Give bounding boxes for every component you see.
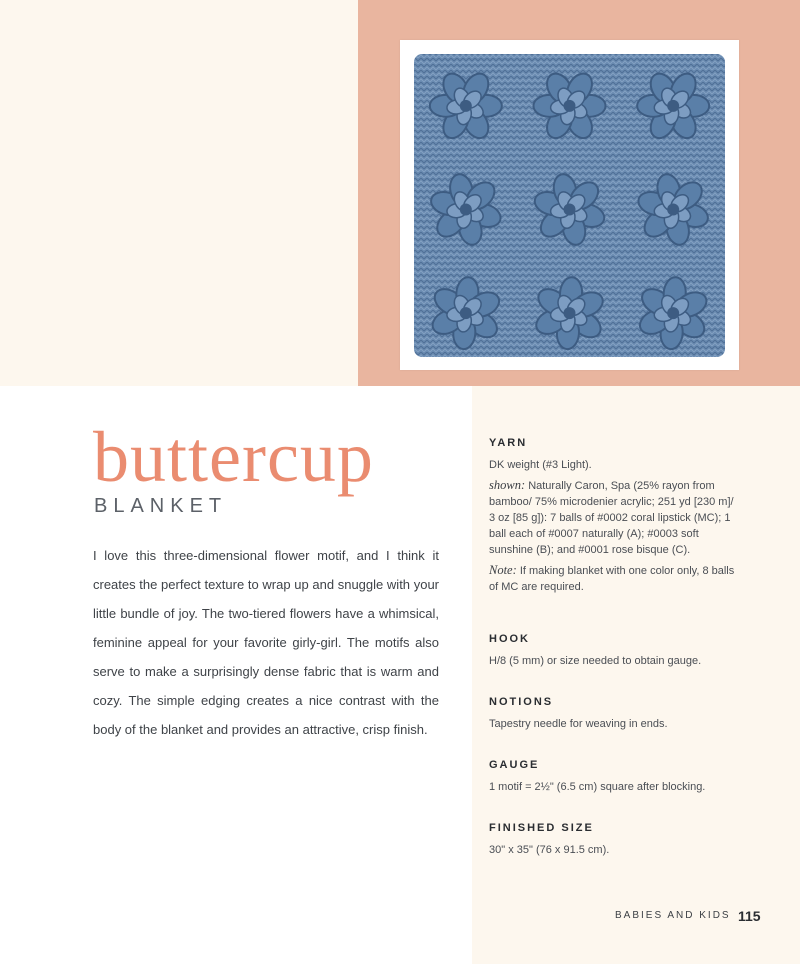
yarn-heading: YARN [489, 437, 528, 449]
pattern-subtitle: BLANKET [94, 495, 228, 517]
footer-section-label: BABIES AND KIDS [615, 910, 731, 921]
finished-size-text: 30" x 35" (76 x 91.5 cm). [489, 844, 610, 856]
top-left-panel [0, 0, 358, 386]
yarn-section [489, 437, 739, 599]
gauge-heading: GAUGE [489, 759, 540, 771]
finished-size-heading: FINISHED SIZE [489, 822, 594, 834]
hook-heading: HOOK [489, 633, 530, 645]
hook-section [489, 633, 739, 673]
crochet-swatch-image [400, 40, 739, 370]
page-number: 115 [738, 908, 761, 924]
shown-text: Naturally Caron, Spa (25% rayon from bamboo/ 75% microdenier acrylic; 251 yd [230 m]/ 3 oz [85 g]): 7 balls of #0002 coral lipstick (MC); 1 ball each of #0007 naturally (A); #0003 soft sunshine (B); and #0001 rose bisque (C). [489, 480, 734, 556]
gauge-text: 1 motif = 2½" (6.5 cm) square after blocking. [489, 781, 706, 793]
hook-text: H/8 (5 mm) or size needed to obtain gauge. [489, 655, 702, 667]
finished-size-section [489, 822, 739, 862]
yarn-note [489, 562, 739, 595]
yarn-shown [489, 477, 739, 558]
gauge-section [489, 759, 739, 799]
notions-text: Tapestry needle for weaving in ends. [489, 718, 668, 730]
shown-label: shown: [489, 478, 526, 492]
note-label: Note: [489, 563, 517, 577]
yarn-weight: DK weight (#3 Light). [489, 459, 592, 471]
note-text: If making blanket with one color only, 8 balls of MC are required. [489, 565, 735, 593]
pattern-title: buttercup [93, 417, 374, 497]
blanket-photo [400, 40, 739, 370]
notions-section [489, 696, 739, 736]
notions-heading: NOTIONS [489, 696, 554, 708]
intro-paragraph: I love this three-dimensional flower motif, and I think it creates the perfect texture to wrap up and snuggle with your little bundle of joy. The two-tiered flowers have a whimsical, feminine appeal for your favorite girly-girl. The motifs also serve to make a surprisingly dense fabric that is warm and cozy. The simple edging creates a nice contrast with the body of the blanket and provides an attractive, crisp finish. [93, 548, 439, 737]
